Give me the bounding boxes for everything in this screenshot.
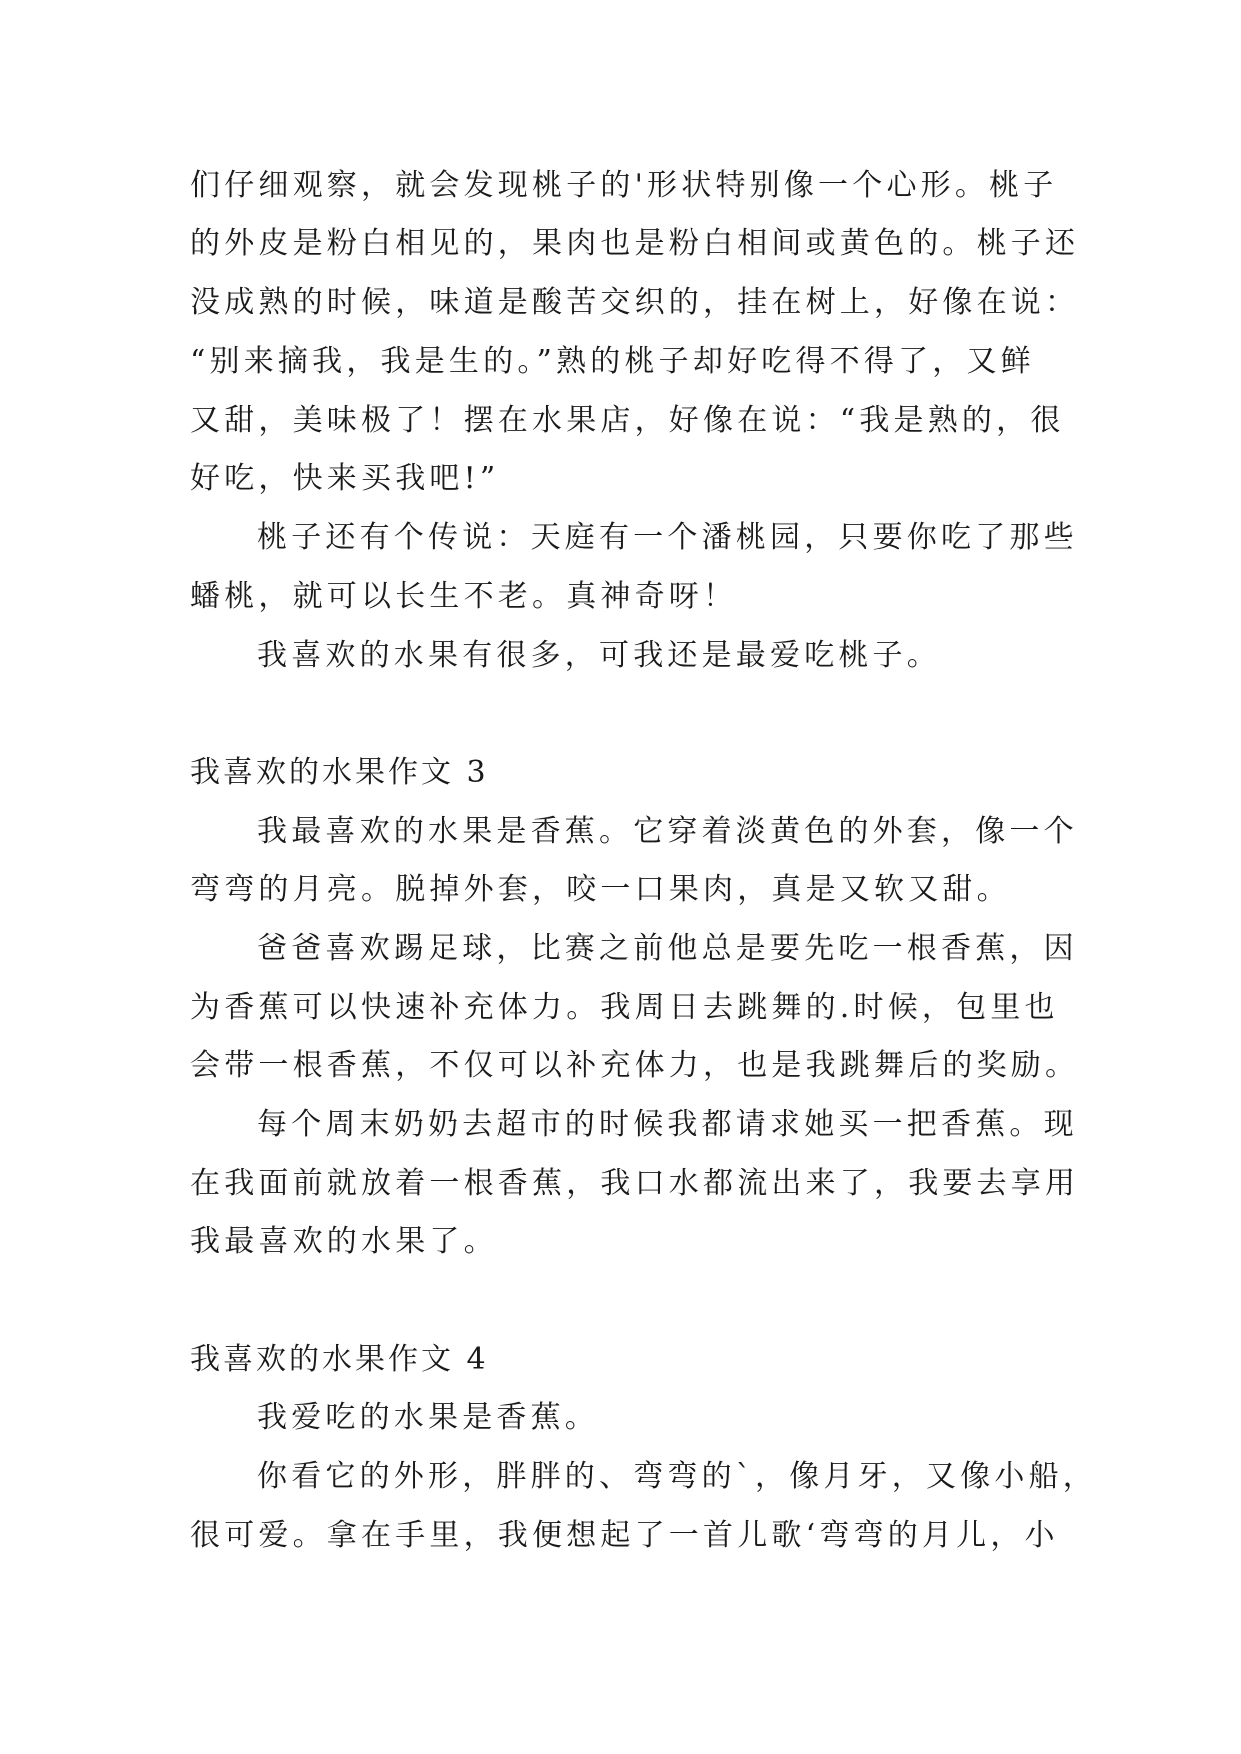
paragraph-line: 爸爸喜欢踢足球，比赛之前他总是要先吃一根香蕉，因 [257, 931, 1078, 966]
paragraph-line: 没成熟的时候，味道是酸苦交织的，挂在树上，好像在说： [190, 285, 1080, 320]
section-heading: 我喜欢的水果作文 4 [190, 1342, 489, 1377]
paragraph-line: 我最喜欢的水果是香蕉。它穿着淡黄色的外套，像一个 [257, 814, 1078, 849]
paragraph-line: 桃子还有个传说：天庭有一个潘桃园，只要你吃了那些 [257, 520, 1078, 555]
paragraph-line: 好吃，快来买我吧!” [190, 461, 500, 496]
section-heading: 我喜欢的水果作文 3 [190, 755, 489, 790]
paragraph-line: 们仔细观察，就会发现桃子的'形状特别像一个心形。桃子 [190, 168, 1058, 203]
paragraph-line: 在我面前就放着一根香蕉，我口水都流出来了，我要去享用 [190, 1166, 1080, 1201]
paragraph-line: 我最喜欢的水果了。 [190, 1224, 498, 1259]
paragraph-line: 每个周末奶奶去超市的时候我都请求她买一把香蕉。现 [257, 1107, 1078, 1142]
paragraph-line: 我喜欢的水果有很多，可我还是最爱吃桃子。 [257, 638, 941, 673]
paragraph-line: 会带一根香蕉，不仅可以补充体力，也是我跳舞后的奖励。 [190, 1048, 1080, 1083]
paragraph-line: 你看它的外形，胖胖的、弯弯的`，像月牙，又像小船， [257, 1459, 1097, 1494]
paragraph-line: “别来摘我，我是生的。”熟的桃子却好吃得不得了，又鲜 [190, 344, 1035, 379]
paragraph-line: 我爱吃的水果是香蕉。 [257, 1400, 599, 1435]
paragraph-line: 的外皮是粉白相见的，果肉也是粉白相间或黄色的。桃子还 [190, 226, 1080, 261]
paragraph-line: 蟠桃，就可以长生不老。真神奇呀！ [190, 579, 738, 614]
paragraph-line: 很可爱。拿在手里，我便想起了一首儿歌‘弯弯的月儿，小 [190, 1518, 1059, 1553]
paragraph-line: 为香蕉可以快速补充体力。我周日去跳舞的.时候，包里也 [190, 990, 1059, 1025]
paragraph-line: 弯弯的月亮。脱掉外套，咬一口果肉，真是又软又甜。 [190, 872, 1011, 907]
paragraph-line: 又甜，美味极了！摆在水果店，好像在说：“我是熟的，很 [190, 403, 1065, 438]
